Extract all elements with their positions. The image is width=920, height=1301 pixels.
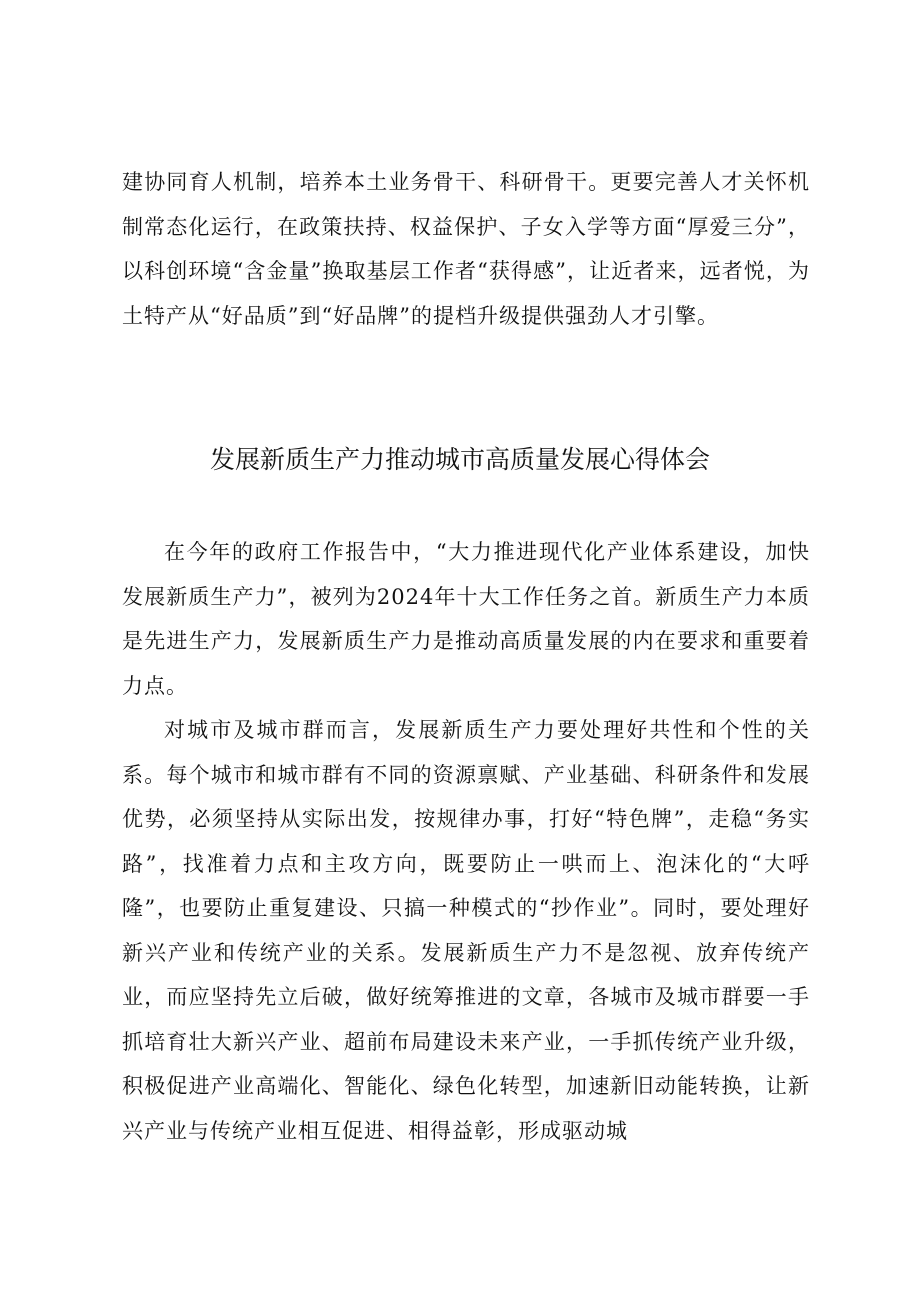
- body-paragraph: 对城市及城市群而言，发展新质生产力要处理好共性和个性的关系。每个城市和城市群有不同的资源禀赋、产业基础、科研条件和发展优势，必须坚持从实际出发，按规律办事，打好“特色牌”，走稳“务实路”，找准着力点和主攻方向，既要防止一哄而上、泡沫化的“大呼隆”，也要防止重复建设、只搞一种模式的“抄作业”。同时，要处理好新兴产业和传统产业的关系。发展新质生产力不是忽视、放弃传统产业，而应坚持先立后破，做好统筹推进的文章，各城市及城市群要一手抓培育壮大新兴产业、超前布局建设未来产业，一手抓传统产业升级，积极促进产业高端化、智能化、绿色化转型，加速新旧动能转换，让新兴产业与传统产业相互促进、相得益彰，形成驱动城: [122, 718, 810, 1143]
- continued-paragraph: 建协同育人机制，培养本土业务骨干、科研骨干。更要完善人才关怀机制常态化运行，在政策扶持、权益保护、子女入学等方面“厚爱三分”，以科创环境“含金量”换取基层工作者“获得感”，让近者来，远者悦，为土特产从“好品质”到“好品牌”的提档升级提供强劲人才引擎。: [122, 170, 810, 328]
- continued-paragraph-block: [122, 160, 810, 338]
- article-title: 发展新质生产力推动城市高质量发展心得体会: [209, 445, 710, 474]
- body-paragraph: 在今年的政府工作报告中，“大力推进现代化产业体系建设，加快发展新质生产力”，被列为2024年十大工作任务之首。新质生产力本质是先进生产力，发展新质生产力是推动高质量发展的内在要求和重要着力点。: [122, 540, 810, 698]
- article-body: [122, 530, 810, 1153]
